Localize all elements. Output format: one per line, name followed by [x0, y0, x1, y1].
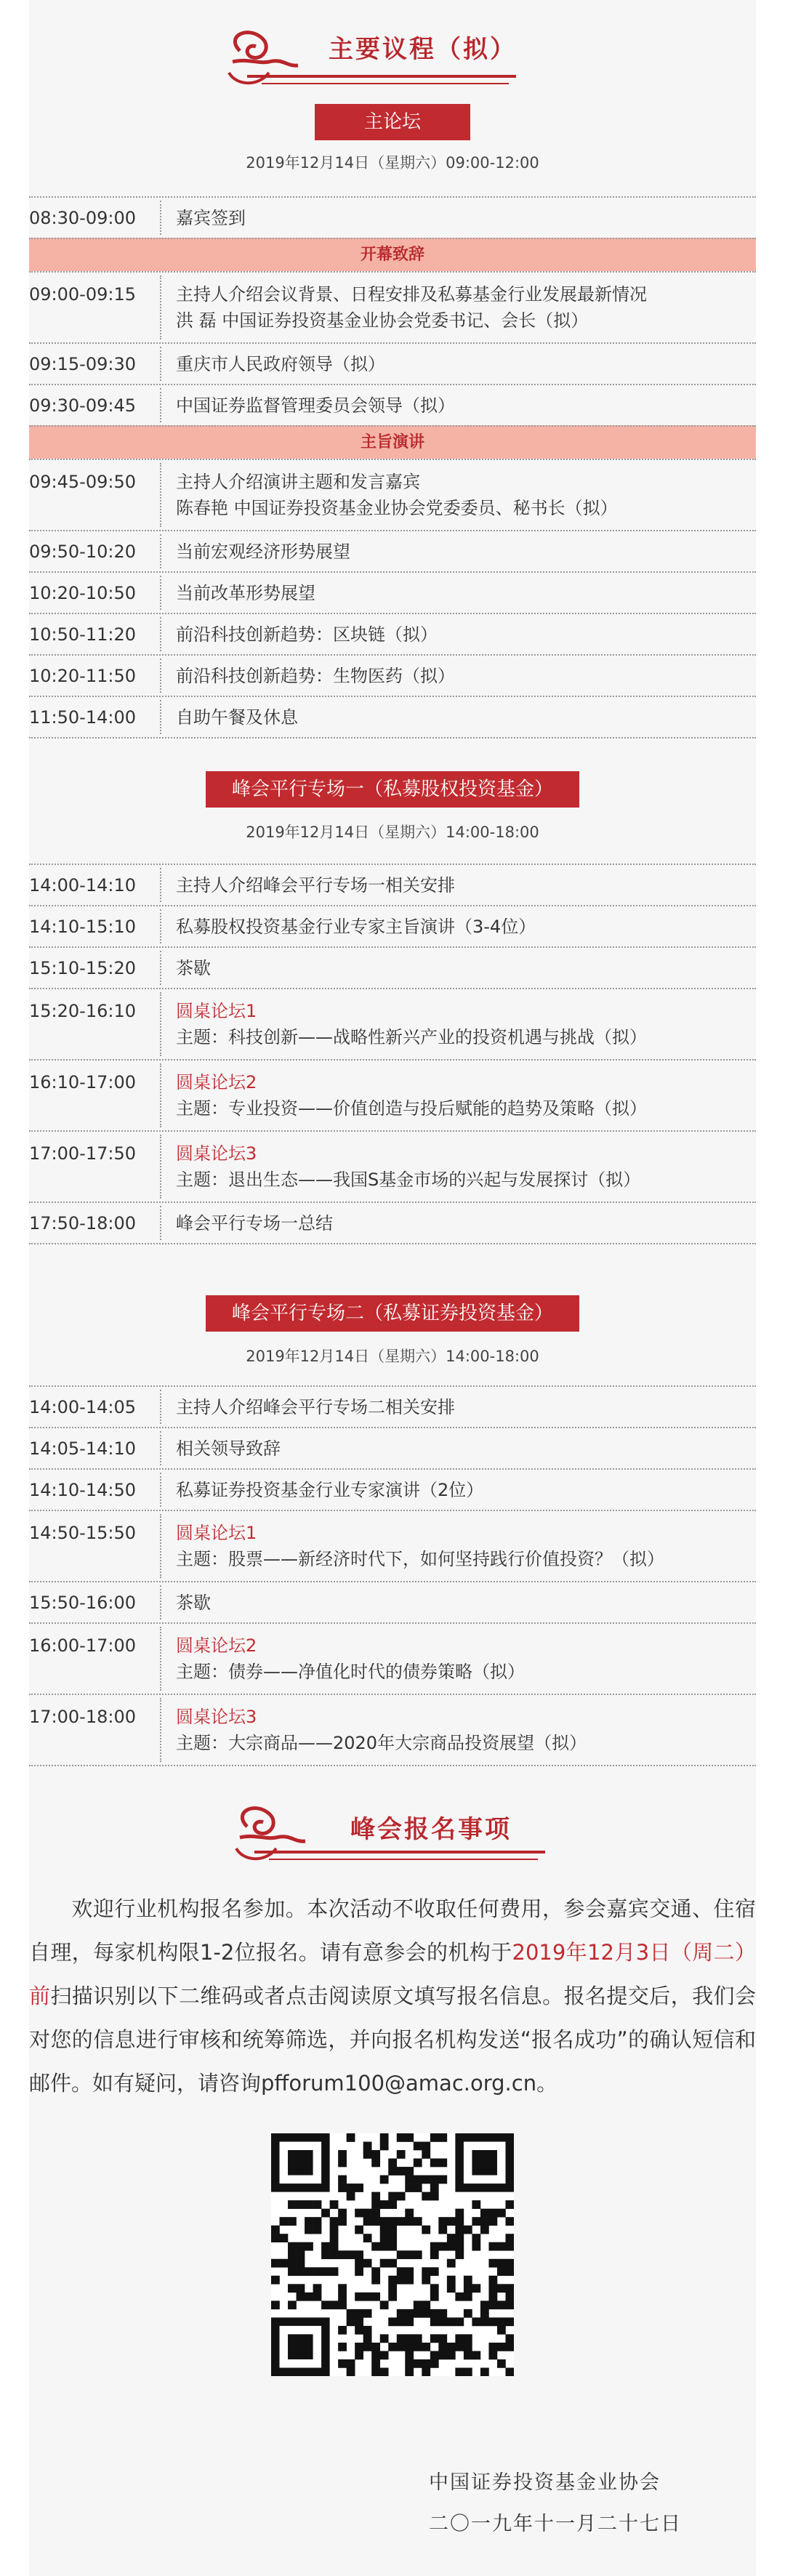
schedule-line: 嘉宾签到 [176, 208, 246, 228]
schedule-description [160, 205, 246, 231]
schedule-row [29, 864, 756, 905]
signature-org: 中国证券投资基金业协会 [429, 2471, 661, 2494]
schedule-time: 16:00-17:00 [29, 1635, 136, 1656]
schedule-description [160, 955, 211, 981]
schedule-description [160, 1633, 525, 1685]
column-divider [160, 700, 161, 734]
schedule-row [29, 1468, 756, 1510]
schedule-description [160, 872, 455, 898]
schedule-time: 09:50-10:20 [29, 542, 136, 562]
schedule-time: 14:00-14:10 [29, 875, 136, 895]
schedule-row [29, 571, 756, 613]
parallel-two-label: 峰会平行专场二（私募证券投资基金） [206, 1295, 579, 1332]
schedule-description [160, 1704, 587, 1756]
schedule-time: 10:50-11:20 [29, 624, 136, 645]
column-divider [160, 347, 161, 381]
schedule-row [29, 271, 756, 342]
schedule-time: 14:50-15:50 [29, 1523, 136, 1543]
schedule-line: 重庆市人民政府领导（拟） [176, 354, 385, 374]
schedule-row [29, 384, 756, 425]
schedule-row [29, 696, 756, 738]
schedule-time: 14:00-14:05 [29, 1397, 136, 1417]
schedule-row [29, 1427, 756, 1468]
schedule-row [29, 1622, 756, 1694]
column-divider [160, 617, 161, 651]
schedule-row [29, 905, 756, 946]
schedule-time: 09:00-09:15 [29, 284, 136, 305]
schedule-description [160, 539, 350, 565]
schedule-time: 08:30-09:00 [29, 208, 136, 228]
schedule-description [160, 914, 536, 940]
column-divider [160, 659, 161, 693]
schedule-time: 10:20-10:50 [29, 583, 136, 603]
schedule-line: 自助午餐及休息 [176, 707, 298, 728]
schedule-description [160, 621, 438, 648]
schedule-time: 10:20-11:50 [29, 666, 136, 686]
schedule-row [29, 1059, 756, 1130]
parallel-one-label: 峰会平行专场一（私募股权投资基金） [206, 771, 579, 808]
roundtable-label: 圆桌论坛2 [176, 1072, 257, 1092]
schedule-time: 17:00-17:50 [29, 1143, 136, 1164]
schedule-description [160, 580, 315, 606]
roundtable-label: 圆桌论坛3 [176, 1707, 257, 1727]
registration-qr-code[interactable] [271, 2133, 514, 2376]
schedule-time: 11:50-14:00 [29, 707, 136, 728]
schedule-description [160, 1520, 664, 1572]
column-divider [160, 1585, 161, 1619]
schedule-line: 主持人介绍演讲主题和发言嘉宾 [176, 472, 420, 492]
schedule-time: 17:00-18:00 [29, 1707, 136, 1727]
schedule-line: 主题：股票——新经济时代下，如何坚持践行价值投资？（拟） [176, 1549, 664, 1569]
agenda-header [0, 15, 785, 102]
schedule-description [160, 281, 647, 334]
column-divider [160, 534, 161, 568]
schedule-line: 当前宏观经济形势展望 [176, 542, 350, 562]
schedule-line: 峰会平行专场一总结 [176, 1213, 333, 1233]
column-divider [160, 1473, 161, 1507]
schedule-line: 主题：退出生态——我国S基金市场的兴起与发展探讨（拟） [176, 1170, 641, 1190]
schedule-description [160, 1394, 455, 1420]
parallel-two-schedule [29, 1385, 756, 1766]
schedule-description [160, 1210, 333, 1236]
schedule-row [29, 196, 756, 238]
parallel-one-schedule [29, 864, 756, 1244]
registration-title: 峰会报名事项 [350, 1815, 512, 1844]
roundtable-label: 圆桌论坛3 [176, 1143, 257, 1164]
schedule-description [160, 1590, 211, 1616]
schedule-line: 主持人介绍峰会平行专场一相关安排 [176, 875, 455, 895]
column-divider [160, 1431, 161, 1465]
schedule-line: 相关领导致辞 [176, 1438, 281, 1459]
schedule-line: 主题：专业投资——价值创造与投后赋能的趋势及策略（拟） [176, 1098, 647, 1119]
schedule-row [29, 530, 756, 571]
column-divider [160, 1514, 161, 1578]
schedule-line: 洪 磊 中国证券投资基金业协会党委书记、会长（拟） [176, 310, 589, 331]
schedule-description [160, 663, 455, 689]
signature-date: 二〇一九年十一月二十七日 [429, 2513, 682, 2535]
agenda-title: 主要议程（拟） [329, 35, 517, 64]
schedule-line: 主持人介绍峰会平行专场二相关安排 [176, 1397, 455, 1417]
schedule-line: 茶歇 [176, 958, 211, 978]
parallel-one-date: 2019年12月14日（星期六）14:00-18:00 [246, 824, 539, 841]
column-divider [160, 1135, 161, 1199]
schedule-row [29, 342, 756, 384]
schedule-row [29, 1202, 756, 1244]
schedule-description [160, 1436, 281, 1462]
column-divider [160, 201, 161, 235]
schedule-description [160, 393, 455, 419]
main-forum-label: 主论坛 [315, 104, 470, 140]
registration-paragraph [29, 1887, 756, 2105]
schedule-time: 14:10-14:50 [29, 1480, 136, 1500]
schedule-time: 09:45-09:50 [29, 472, 136, 492]
schedule-line: 陈春艳 中国证券投资基金业协会党委委员、秘书长（拟） [176, 498, 618, 518]
schedule-row [29, 613, 756, 654]
main-forum-date: 2019年12月14日（星期六）09:00-12:00 [246, 154, 539, 172]
registration-deadline: 2019年12月3日（周二）前 [29, 1940, 757, 2008]
schedule-row [29, 1694, 756, 1766]
schedule-description [160, 1069, 647, 1122]
schedule-row [29, 1581, 756, 1622]
column-divider [160, 275, 161, 339]
schedule-description [160, 351, 385, 377]
column-divider [160, 909, 161, 943]
schedule-line: 中国证券监督管理委员会领导（拟） [176, 395, 455, 416]
schedule-description [160, 704, 298, 730]
schedule-line: 前沿科技创新趋势：生物医药（拟） [176, 666, 455, 686]
column-divider [160, 868, 161, 902]
schedule-line: 茶歇 [176, 1593, 211, 1613]
schedule-row [29, 459, 756, 530]
schedule-time: 09:30-09:45 [29, 395, 136, 416]
schedule-time: 15:50-16:00 [29, 1593, 136, 1613]
registration-header [0, 1798, 785, 1885]
schedule-time: 15:10-15:20 [29, 958, 136, 978]
roundtable-label: 圆桌论坛2 [176, 1635, 257, 1656]
column-divider [160, 992, 161, 1056]
column-divider [160, 576, 161, 610]
schedule-time: 09:15-09:30 [29, 354, 136, 374]
column-divider [160, 1627, 161, 1691]
schedule-line: 私募股权投资基金行业专家主旨演讲（3-4位） [176, 917, 536, 937]
qr-code-icon [271, 2133, 514, 2376]
schedule-time: 14:10-15:10 [29, 917, 136, 937]
schedule-line: 主题：大宗商品——2020年大宗商品投资展望（拟） [176, 1733, 587, 1753]
schedule-time: 15:20-16:10 [29, 1001, 136, 1021]
column-divider [160, 463, 161, 527]
registration-text-1: 欢迎行业机构报名参加。本次活动不收取任何费用，参会嘉宾交通、住宿自理，每家机构限1-2位报名。请有意参会的机构于 [29, 1896, 756, 1965]
schedule-description [160, 1477, 483, 1503]
band-keynote: 主旨演讲 [29, 425, 756, 459]
roundtable-label: 圆桌论坛1 [176, 1523, 257, 1543]
schedule-description [160, 998, 647, 1050]
parallel-two-date: 2019年12月14日（星期六）14:00-18:00 [246, 1348, 539, 1365]
schedule-line: 前沿科技创新趋势：区块链（拟） [176, 624, 438, 645]
schedule-row [29, 1385, 756, 1427]
column-divider [160, 951, 161, 985]
schedule-row [29, 946, 756, 988]
schedule-line: 主题：债券——净值化时代的债券策略（拟） [176, 1662, 525, 1682]
registration-text-2: 扫描识别以下二维码或者点击阅读原文填写报名信息。报名提交后，我们会对您的信息进行审核和统筹筛选，并向报名机构发送“报名成功”的确认短信和邮件。如有疑问，请咨询pfforum100@amac.org.cn。 [29, 1984, 756, 2096]
schedule-line: 主题：科技创新——战略性新兴产业的投资机遇与挑战（拟） [176, 1027, 647, 1047]
column-divider [160, 388, 161, 422]
schedule-time: 17:50-18:00 [29, 1213, 136, 1233]
schedule-line: 主持人介绍会议背景、日程安排及私募基金行业发展最新情况 [176, 284, 647, 305]
schedule-row [29, 654, 756, 696]
column-divider [160, 1698, 161, 1762]
main-forum-schedule [29, 196, 756, 738]
schedule-description [160, 1140, 640, 1193]
column-divider [160, 1390, 161, 1424]
schedule-time: 14:05-14:10 [29, 1438, 136, 1459]
schedule-row [29, 988, 756, 1059]
schedule-line: 私募证券投资基金行业专家演讲（2位） [176, 1480, 484, 1500]
schedule-description [160, 469, 618, 521]
schedule-row [29, 1130, 756, 1202]
roundtable-label: 圆桌论坛1 [176, 1001, 257, 1021]
schedule-line: 当前改革形势展望 [176, 583, 315, 603]
schedule-time: 16:10-17:00 [29, 1072, 136, 1092]
column-divider [160, 1063, 161, 1127]
band-opening: 开幕致辞 [29, 238, 756, 271]
column-divider [160, 1206, 161, 1240]
schedule-row [29, 1510, 756, 1581]
